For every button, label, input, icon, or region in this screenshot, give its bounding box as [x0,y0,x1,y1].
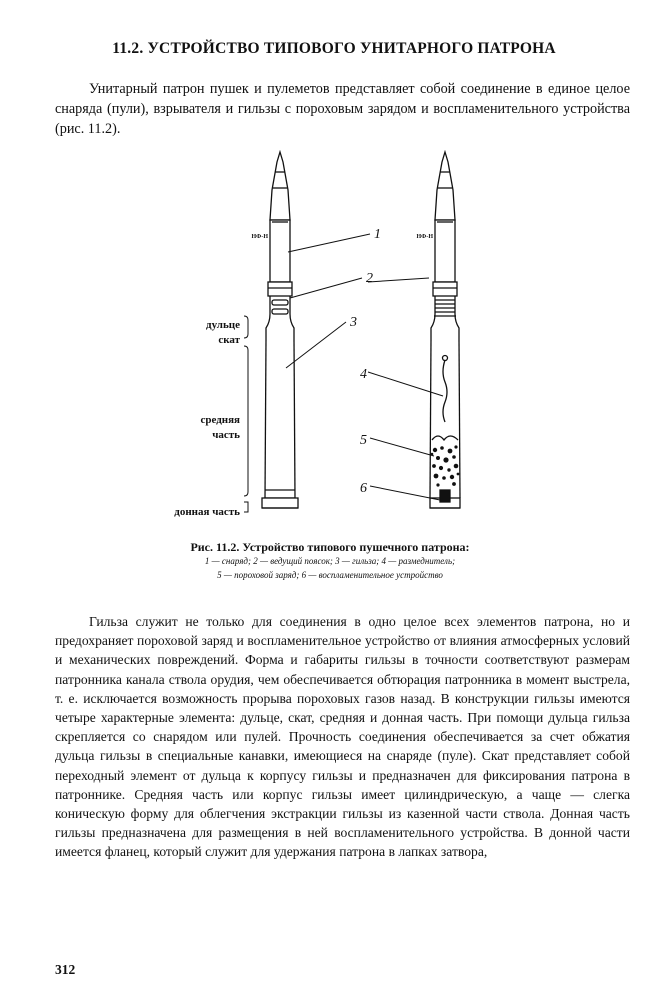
caption-legend-2: 5 — пороховой заряд; 6 — воспламенительное устройство [217,570,443,580]
label-shoulder: скат [218,334,240,346]
callout-1: 1 [374,227,381,242]
right-marking: НФ-Н [416,234,433,240]
figure-caption [120,540,540,582]
callout-2: 2 [366,271,373,286]
label-base: донная часть [174,506,240,518]
cartridge-diagram [120,150,520,532]
left-cartridge [262,152,298,508]
label-middle-1: средняя [200,414,240,426]
intro-paragraph: Унитарный патрон пушек и пулеметов представляет собой соединение в единое целое снаряда (пули), взрывателя и гильзы с пороховым зарядом и воспламенительного устройства (рис. 11.2). [55,81,630,137]
caption-legend-1: 1 — снаряд; 2 — ведущий поясок; 3 — гильза; 4 — размеднитель; [204,556,456,566]
left-marking: НФ-Н [251,234,268,240]
section-heading: 11.2. УСТРОЙСТВО ТИПОВОГО УНИТАРНОГО ПАТРОНА [112,40,556,57]
callout-5: 5 [360,433,367,448]
page-number: 312 [55,962,76,977]
label-middle-2: часть [212,429,240,441]
callout-6: 6 [360,481,367,496]
cartridge-figure [120,150,520,532]
callout-3: 3 [350,315,357,330]
callout-4: 4 [360,367,367,382]
body-paragraph: Гильза служит не только для соединения в одно целое всех элементов патрона, но и предохраняет пороховой заряд и воспламенительное устройство от влияния атмосферных условий и механических повреждений. Форма и габариты гильзы в точности соответствуют размерам патронника канала ствола орудия, чем обеспечивается обтюрация патронника в момент выстрела, т. е. исключается возможность прорыва пороховых газов назад. В конструкции гильзы имеются четыре характерные элемента: дульце, скат, средняя и донная часть. При помощи дульца гильза скрепляется со снарядом или пулей. Прочность соединения обеспечивается за счет обжатия дульца гильзы в специальные канавки, имеющиеся на снаряде (пуле). Скат представляет собой переходный элемент от дульца к корпусу гильзы и предназначен для фиксирования патрона в патроннике. Средняя часть или корпус гильзы имеет цилиндрическую, а чаще — слегка коническую форму для облегчения экстракции гильзы из казенной части ствола. Донная часть гильзы предназначена для размещения в ней воспламенительного устройства. В донной части имеется фланец, который служит для удержания патрона в лапках затвора, [55,614,630,860]
label-mouth: дульце [206,319,240,331]
right-cartridge [430,152,460,508]
caption-title: Рис. 11.2. Устройство типового пушечного патрона: [190,540,470,554]
powder-charge [431,445,460,486]
